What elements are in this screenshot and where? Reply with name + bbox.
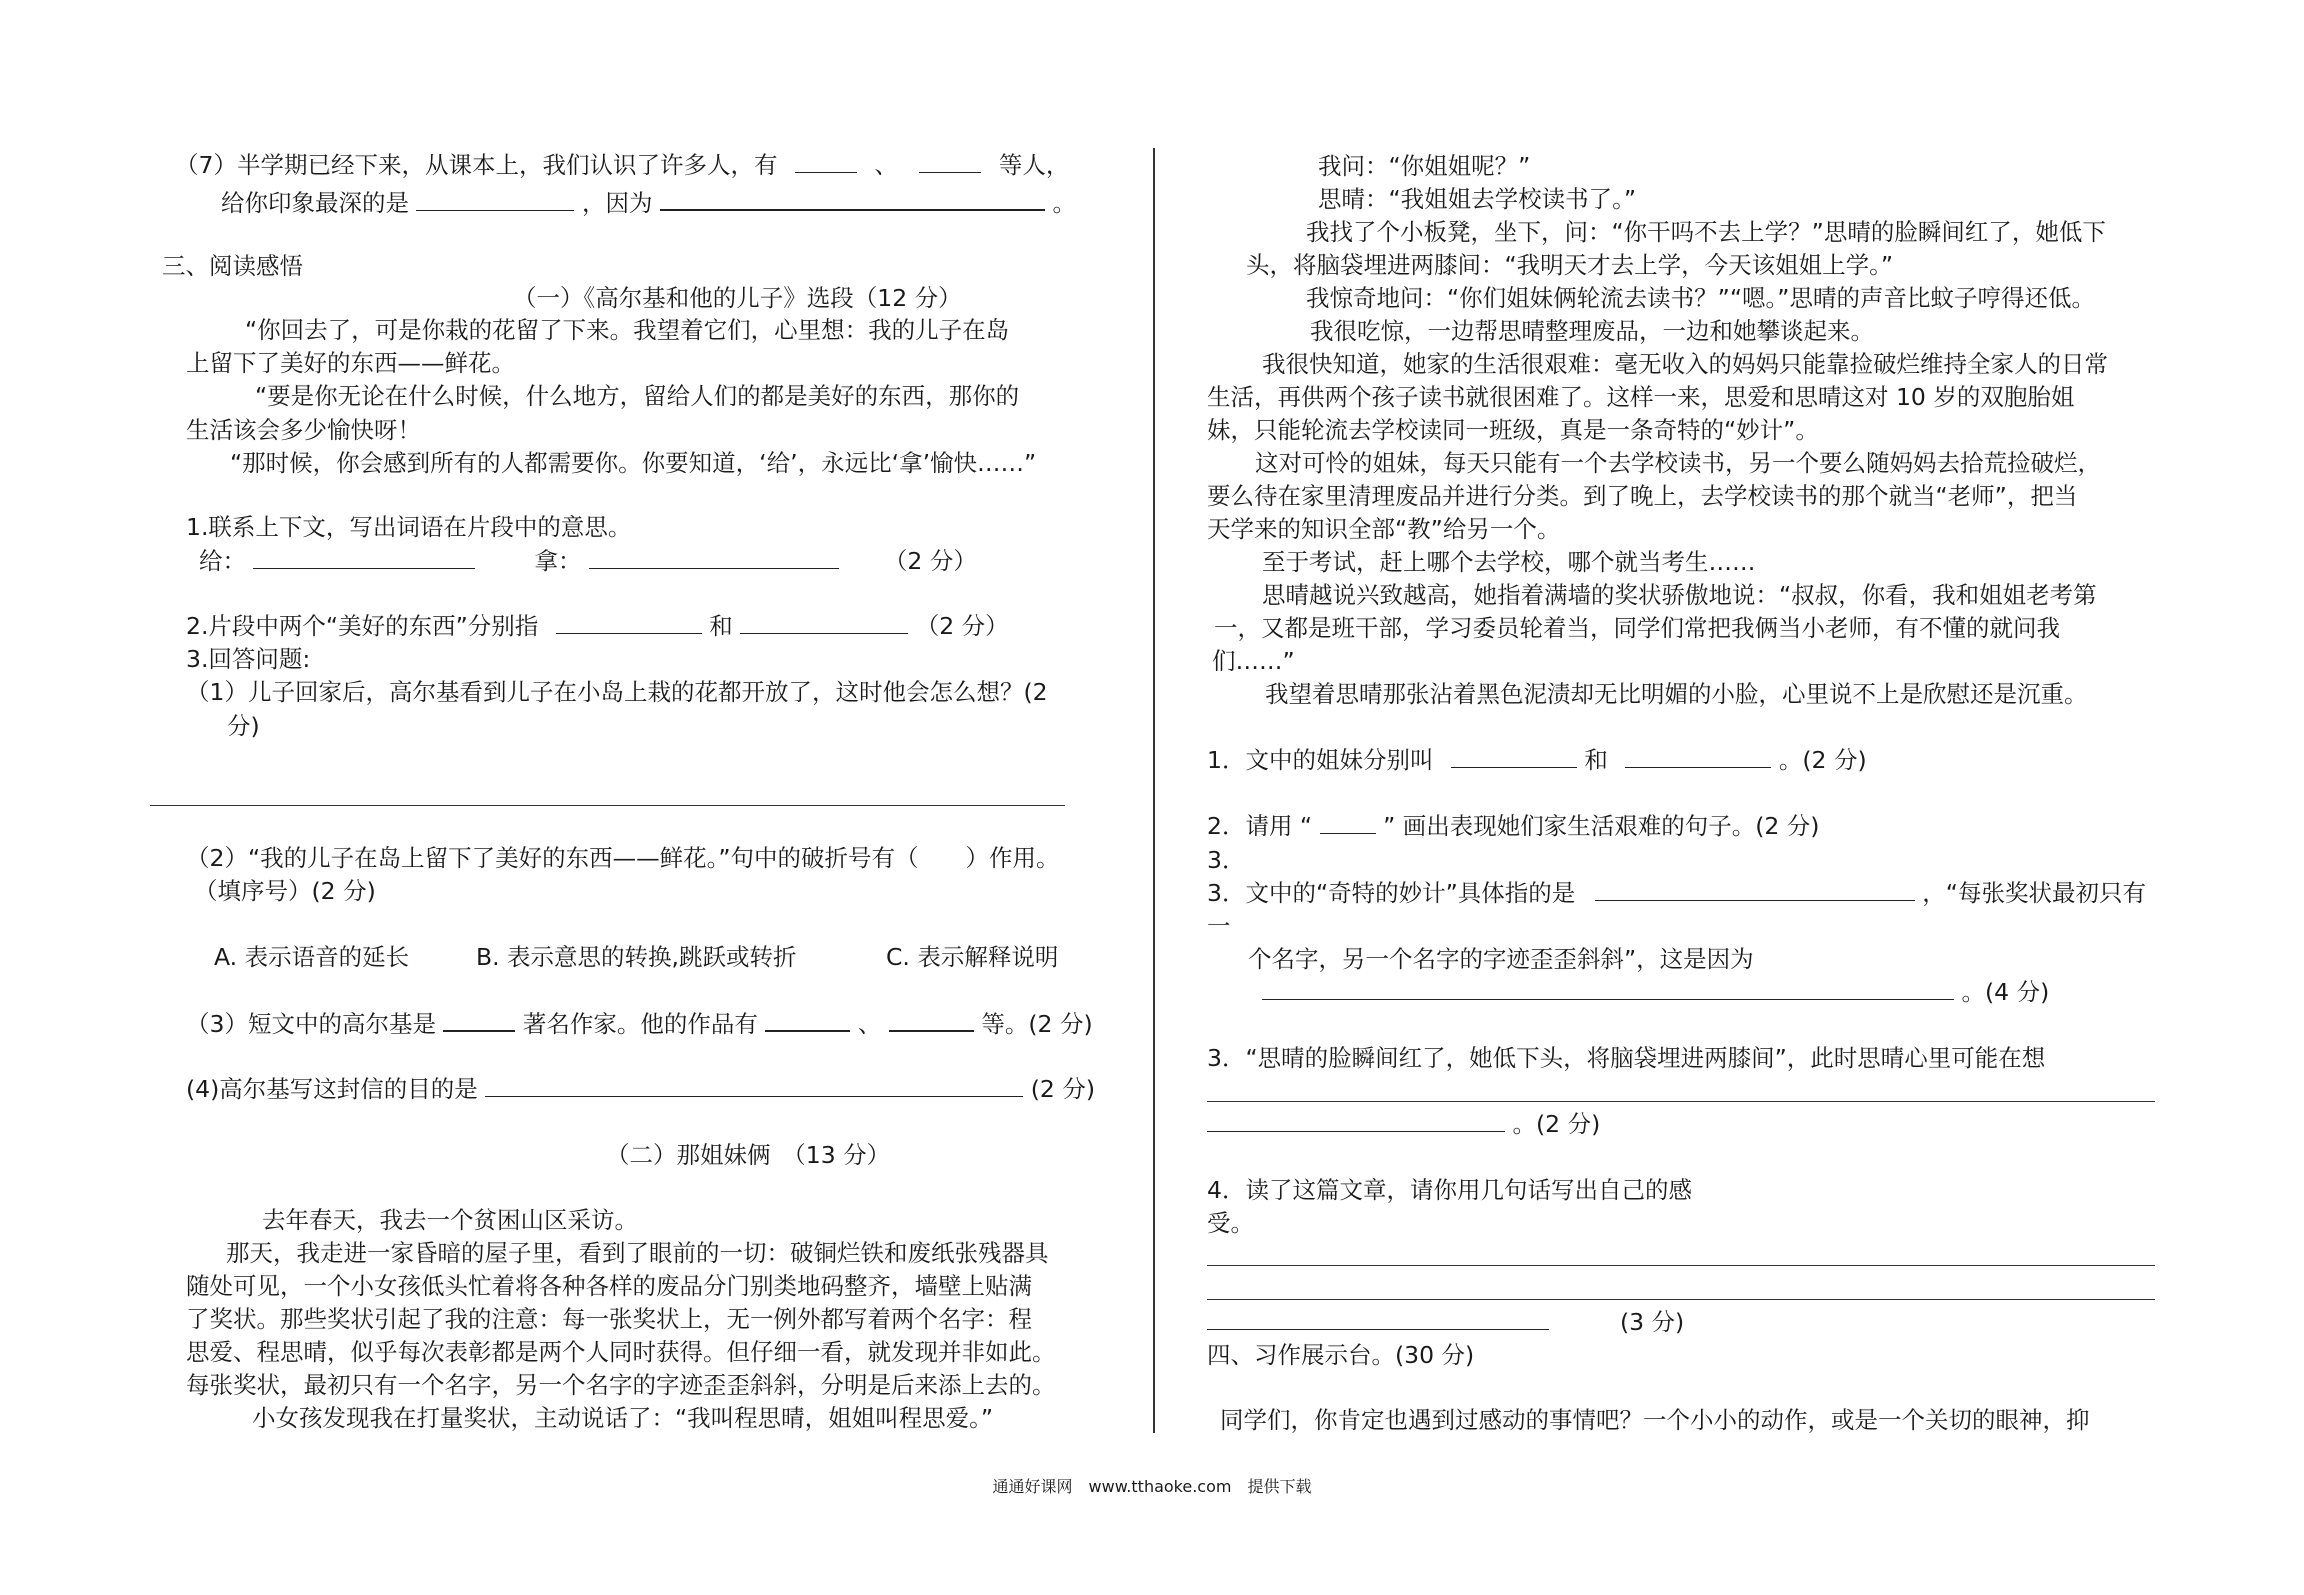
story-text: 至于考试，赶上哪个去学校，哪个就当考生…… — [1262, 548, 1756, 576]
story-text: 我问：“你姐姐呢？” — [1318, 152, 1531, 180]
question-7-line-1: （7）半学期已经下来，从课本上，我们认识了许多人，有 、 等人， — [175, 151, 1070, 179]
answer-blank[interactable] — [443, 1008, 515, 1032]
story-text: 我找了个小板凳，坐下，问：“你干吗不去上学？”思晴的脸瞬间红了，她低下 — [1306, 218, 2106, 246]
answer-blank[interactable] — [919, 150, 981, 173]
option-a[interactable]: A. 表示语音的延长 — [214, 943, 410, 971]
answer-blank[interactable] — [795, 150, 857, 173]
question-3-sub-4: (4)高尔基写这封信的目的是 (2 分) — [186, 1075, 1096, 1103]
answer-blank[interactable] — [1451, 745, 1577, 768]
section-3-title: 三、阅读感悟 — [162, 252, 303, 280]
right-question-3b: 一 — [1207, 912, 1231, 940]
passage-2-text: 小女孩发现我在打量奖状，主动说话了：“我叫程思晴，姐姐叫程思爱。” — [252, 1404, 994, 1432]
passage-2-title: （二）那姐妹俩 （13 分） — [606, 1141, 891, 1169]
passage-2-text: 那天，我走进一家昏暗的屋子里，看到了眼前的一切：破铜烂铁和废纸张残器具 — [226, 1239, 1049, 1267]
question-2: 2.片段中两个“美好的东西”分别指 和 （2 分） — [186, 612, 1009, 640]
story-text: 思晴：“我姐姐去学校读书了。” — [1318, 185, 1637, 213]
right-question-3c: 3．“思晴的脸瞬间红了，她低下头，将脑袋埋进两膝间”，此时思晴心里可能在想 — [1207, 1044, 2046, 1072]
story-text: 妹，只能轮流去学校读同一班级，真是一条奇特的“妙计”。 — [1207, 416, 1819, 444]
column-divider — [1153, 148, 1155, 1433]
option-c[interactable]: C. 表示解释说明 — [886, 943, 1059, 971]
option-b[interactable]: B. 表示意思的转换,跳跃或转折 — [476, 943, 797, 971]
answer-blank[interactable] — [1207, 1109, 1505, 1132]
story-text: 一，又都是班干部，学习委员轮着当，同学们常把我俩当小老师，有不懂的就问我 — [1214, 614, 2060, 642]
story-text: 我很吃惊，一边帮思晴整理废品，一边和她攀谈起来。 — [1310, 317, 1874, 345]
passage-2-text: 随处可见，一个小女孩低头忙着将各种各样的废品分门别类地码整齐，墙壁上贴满 — [186, 1272, 1032, 1300]
question-1-answers: 给： 拿： （2 分） — [199, 547, 977, 575]
answer-blank[interactable] — [1262, 977, 1954, 1000]
answer-line[interactable] — [1207, 1265, 2155, 1266]
story-text: 们……” — [1212, 647, 1295, 675]
right-question-3b-answer: 。(4 分) — [1262, 977, 2049, 1007]
answer-blank[interactable] — [416, 188, 574, 211]
question-1: 1.联系上下文，写出词语在片段中的意思。 — [186, 513, 632, 541]
answer-blank[interactable] — [1625, 745, 1771, 768]
underline-sample — [1320, 811, 1376, 834]
answer-blank[interactable] — [740, 611, 908, 634]
give-meaning-blank[interactable] — [253, 546, 475, 569]
question-3-sub-2: （填序号）(2 分) — [194, 877, 376, 905]
story-text: 我很快知道，她家的生活很艰难：毫无收入的妈妈只能靠捡破烂维持全家人的日常 — [1262, 350, 2108, 378]
right-question-3-number: 3． — [1207, 846, 1246, 874]
answer-line[interactable] — [1207, 1101, 2155, 1102]
page-footer: 通通好课网 www.tthaoke.com 提供下载 — [992, 1477, 1312, 1496]
passage-1-title: （一）《高尔基和他的儿子》选段（12 分） — [513, 284, 962, 312]
answer-blank[interactable] — [889, 1008, 974, 1032]
story-text: 要么待在家里清理废品并进行分类。到了晚上，去学校读书的那个就当“老师”，把当 — [1207, 482, 2078, 510]
section-4-text: 同学们，你肯定也遇到过感动的事情吧？一个小小的动作，或是一个关切的眼神，抑 — [1220, 1406, 2090, 1434]
story-text: 天学来的知识全部“教”给另一个。 — [1207, 515, 1561, 543]
passage-2-text: 了奖状。那些奖状引起了我的注意：每一张奖状上，无一例外都写着两个名字：程 — [186, 1305, 1032, 1333]
passage-1-text: 上留下了美好的东西——鲜花。 — [186, 349, 515, 377]
question-3-title: 3.回答问题: — [186, 645, 311, 673]
question-3-sub-3: （3）短文中的高尔基是 著名作家。他的作品有 、 等。(2 分) — [186, 1010, 1093, 1038]
passage-1-text: “那时候，你会感到所有的人都需要你。你要知道，‘给’，永远比‘拿’愉快……” — [230, 449, 1037, 477]
answer-line[interactable] — [150, 805, 1065, 806]
passage-1-text: 生活该会多少愉快呀！ — [186, 416, 421, 444]
answer-blank[interactable] — [660, 187, 1045, 211]
story-text: 头，将脑袋埋进两膝间：“我明天才去上学，今天该姐姐上学。” — [1246, 251, 1894, 279]
right-question-3b: 个名字，另一个名字的字迹歪歪斜斜”，这是因为 — [1248, 945, 1754, 973]
answer-blank[interactable] — [556, 611, 702, 634]
right-question-4-answer: (3 分) — [1207, 1307, 1684, 1337]
passage-1-text: “你回去了，可是你栽的花留了下来。我望着它们，心里想：我的儿子在岛 — [245, 316, 1010, 344]
question-3-sub-2: （2）“我的儿子在岛上留下了美好的东西——鲜花。”句中的破折号有（ ）作用。 — [186, 844, 1060, 872]
question-3-sub-1: 分) — [227, 712, 260, 740]
question-3-sub-1: （1）儿子回家后，高尔基看到儿子在小岛上栽的花都开放了，这时他会怎么想？(2 — [186, 678, 1048, 706]
story-text: 思晴越说兴致越高，她指着满墙的奖状骄傲地说：“叔叔，你看，我和姐姐老考第 — [1262, 581, 2097, 609]
right-question-4: 受。 — [1207, 1209, 1254, 1237]
question-7-line-2: 给你印象最深的是 ，因为 。 — [221, 189, 1076, 217]
answer-line[interactable] — [1207, 1299, 2155, 1300]
right-question-3b: 3．文中的“奇特的妙计”具体指的是 ，“每张奖状最初只有 — [1207, 879, 2146, 907]
section-4-title: 四、习作展示台。(30 分) — [1207, 1341, 1475, 1369]
story-text: 我惊奇地问：“你们姐妹俩轮流去读书？”“嗯。”思晴的声音比蚊子哼得还低。 — [1306, 284, 2095, 312]
take-meaning-blank[interactable] — [589, 546, 839, 569]
right-question-3c-answer: 。(2 分) — [1207, 1109, 1600, 1139]
passage-1-text: “要是你无论在什么时候，什么地方，留给人们的都是美好的东西，那你的 — [255, 382, 1020, 410]
answer-blank[interactable] — [765, 1008, 850, 1032]
story-text: 生活，再供两个孩子读书就很困难了。这样一来，思爱和思晴这对 10 岁的双胞胎姐 — [1207, 383, 2075, 411]
answer-blank[interactable] — [1595, 878, 1915, 901]
right-question-2: 2．请用 “ ” 画出表现她们家生活艰难的句子。(2 分) — [1207, 812, 1820, 840]
answer-blank[interactable] — [1207, 1307, 1549, 1330]
passage-2-text: 思爱、程思晴，似乎每次表彰都是两个人同时获得。但仔细一看，就发现并非如此。 — [186, 1338, 1056, 1366]
answer-blank[interactable] — [485, 1074, 1023, 1097]
passage-2-text: 每张奖状，最初只有一个名字，另一个名字的字迹歪歪斜斜，分明是后来添上去的。 — [186, 1371, 1056, 1399]
passage-2-text: 去年春天，我去一个贫困山区采访。 — [262, 1206, 638, 1234]
right-question-1: 1．文中的姐妹分别叫 和 。(2 分) — [1207, 746, 1867, 774]
right-question-4: 4．读了这篇文章，请你用几句话写出自己的感 — [1207, 1176, 1692, 1204]
story-text: 我望着思晴那张沾着黑色泥渍却无比明媚的小脸，心里说不上是欣慰还是沉重。 — [1265, 680, 2088, 708]
story-text: 这对可怜的姐妹，每天只能有一个去学校读书，另一个要么随妈妈去拾荒捡破烂， — [1255, 449, 2101, 477]
